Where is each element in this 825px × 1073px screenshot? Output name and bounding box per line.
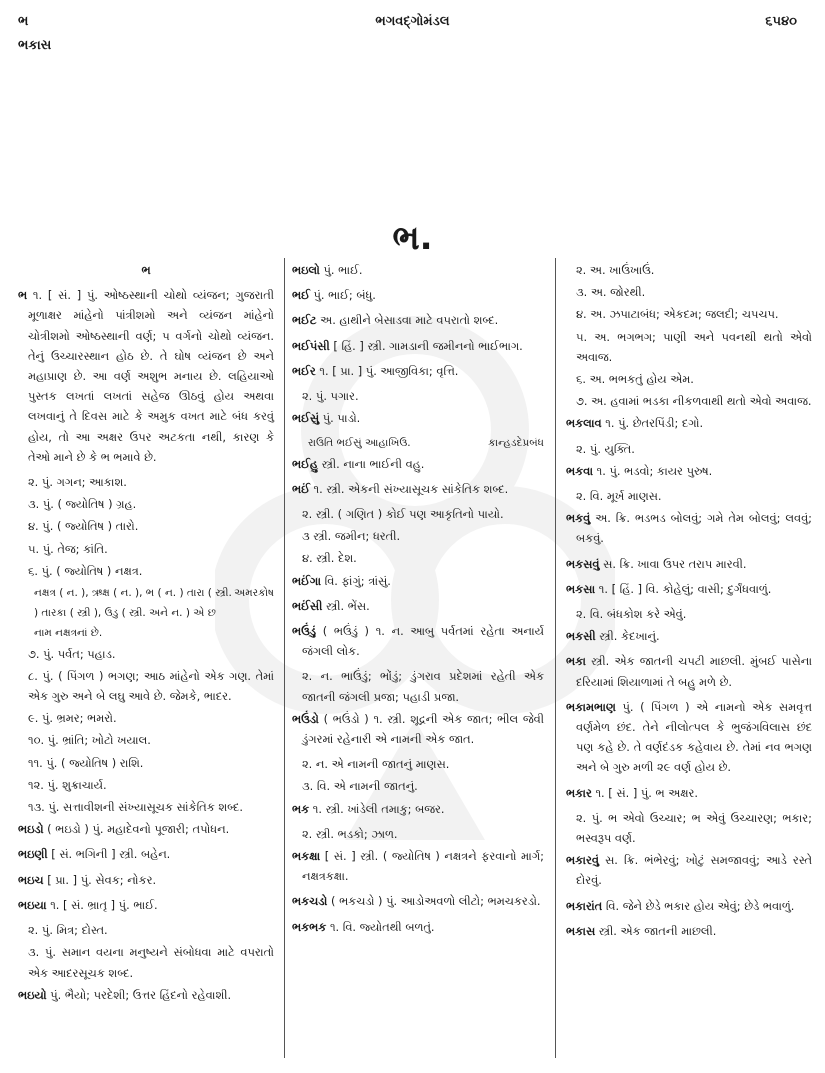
citation-text: નક્ષત્ર ( ન. ), ઋક્ષ ( ન. ), ભ ( ન. ) તારા ( સ્ત્રી. ) તારકા ( સ્ત્રી ), ઉડુ ( સ્ત્રી. અને ન. ) એ છ નામ નક્ષત્રનાં છે.	[34, 587, 232, 640]
dictionary-entry	[292, 571, 544, 591]
definition: સ્ત્રી. નાના ભાઈની વહુ.	[321, 456, 425, 471]
definition: ૧. [ સં. ] પું. ભ અક્ષર.	[595, 785, 699, 800]
headword: ભકભક	[292, 919, 327, 934]
citation-source: કાન્હડદેપ્રબંધ	[488, 437, 544, 450]
sub-sense: ૭. અ. હવામાં ભડકા નીકળવાથી થતો એવો અવાજ.	[576, 394, 812, 409]
definition: સ. ક્રિ. ભંભેરવું; ખોટું સમજાવવું; આડે રસ્તે દોરવું.	[576, 853, 813, 888]
headword: ભઈપંસી	[292, 338, 330, 353]
citation	[292, 433, 544, 453]
definition: ૧. [ સં. ] પું. ઓષ્ઠસ્થાની ચોથો વ્યંજન; ગુજરાતી મૂળાક્ષર માંહેનો પાંત્રીશમો અને વ્યંજન માંહેનો ચોત્રીશમો ઓષ્ઠસ્થાની વર્ણ; પ વર્ગનો ચોથો વ્યંજન. તેનું ઉચ્ચારસ્થાન હોઠ છે. તે ઘોષ વ્યંજન છે અને મહાપ્રાણ છે. આ વર્ણ અશુભ મનાય છે. લહિયાઓ પુસ્તક લખતાં લખતાં સહેજ ઊઠવું હોય અથવા લખવાનું તે દિવસ માટે કે અમુક વખત માટે બંધ કરવું હોય, તો આ અક્ષર ઉપર અટકતા નથી, કારણ કે તેઓ માને છે કે ભ ભમાવે છે.	[28, 288, 274, 464]
column-1	[18, 260, 274, 1010]
dictionary-entry	[292, 479, 544, 499]
sub-sense: ૪. પું. ( જ્યોતિષ ) તારો.	[28, 519, 139, 534]
headword: ભકા	[566, 654, 586, 669]
running-head-word: ભકાસ	[18, 38, 52, 53]
column-3	[566, 260, 812, 946]
dictionary-entry	[566, 508, 812, 548]
column-section-heading: ભ	[141, 263, 151, 277]
sub-sense: ૨. પું. મિત્ર; દોસ્ત.	[28, 923, 108, 938]
definition: ( ભઉંડું ) ૧. ન. આબુ પર્વતમાં રહેતા અનાર્ય જંગલી લોક.	[302, 624, 545, 659]
definition: પું. ભાઈ; બંધુ.	[313, 288, 376, 303]
headword: ભઉંડો	[292, 711, 319, 726]
definition: ૧. પું. છેતરપિંડી; દગો.	[605, 416, 704, 431]
sub-sense: ૧૨. પું. શુક્રાચાર્ય.	[28, 777, 107, 792]
dictionary-entry	[292, 596, 544, 616]
dictionary-entry	[566, 896, 812, 916]
headword: ભઈં	[292, 481, 310, 496]
sub-sense: ૨. ન. એ નામની જાતનું માણસ.	[302, 757, 450, 772]
definition: સ્ત્રી. કેદખાનું.	[599, 629, 660, 644]
column-divider	[284, 258, 285, 1058]
running-head-letter: ભ	[18, 14, 29, 29]
headword: ભઈ	[292, 288, 310, 303]
section-letter-heading: ભ.	[392, 218, 433, 258]
dictionary-entry	[566, 626, 812, 646]
citation-source: અમરકોષ	[234, 587, 274, 600]
sub-sense: ૩ સ્ત્રી. જમીન; ધરતી.	[302, 529, 401, 544]
definition: પું. ભાઈ.	[323, 263, 363, 277]
dictionary-entry	[292, 285, 544, 305]
headword: ભકસવું	[566, 556, 600, 571]
headword: ભ	[18, 288, 28, 303]
definition: ૧. પું. ભડવો; કાયર પુરુષ.	[596, 463, 713, 478]
headword: ભઈંસી	[292, 598, 323, 613]
headword: ભકલાવ	[566, 416, 602, 431]
sub-sense: ૧૦. પું. ભ્રાંતિ; ખોટો ખયાલ.	[28, 733, 151, 748]
dictionary-entry	[566, 413, 812, 433]
definition: [ હિં. ] સ્ત્રી. ગામડાની જમીનનો ભાઈભાગ.	[333, 338, 523, 353]
definition: [ પ્રા. ] પું. સેવક; નોકર.	[47, 872, 157, 887]
headword: ભકચડો	[292, 894, 328, 909]
definition: ૧. વિ. જ્યોતથી બળતું.	[329, 919, 435, 934]
sub-sense: ૨. પું. પગાર.	[302, 389, 359, 404]
dictionary-entry	[292, 799, 544, 819]
headword: ભઇયા	[18, 897, 47, 912]
dictionary-entry	[292, 621, 544, 661]
definition: અ. હાથીને બેસાડવા માટે વપરાતો શબ્દ.	[320, 313, 499, 328]
column-divider	[555, 258, 556, 1058]
definition: ૧. [ હિં. ] વિ. કોહેલું; વાસી; દુર્ગંધવાળું.	[598, 581, 772, 596]
definition: ૧. સ્ત્રી. ખાંડેલી તમાકુ; બજર.	[312, 801, 445, 816]
sub-sense: ૨. પું. યુક્તિ.	[576, 441, 635, 456]
definition: સ્ત્રી. ભેંસ.	[326, 598, 370, 613]
definition: સ્ત્રી. એક જાતની માછલી.	[598, 923, 717, 938]
headword: ભઇણી	[18, 847, 48, 862]
sub-sense: ૫. અ. ભગભગ; પાણી અને પવનથી થતો એવો અવાજ.	[576, 329, 812, 364]
dictionary-entry	[292, 260, 544, 280]
dictionary-entry	[566, 554, 812, 574]
dictionary-entry	[292, 336, 544, 356]
headword: ભકાર	[566, 785, 592, 800]
definition: ( ભકચડો ) પું. આડોઅવળો લીટો; ભમચકરડો.	[331, 894, 541, 909]
sub-sense: ૨. પું. ગગન; આકાશ.	[28, 475, 127, 490]
sub-sense: ૩. વિ. એ નામની જાતનું.	[302, 779, 418, 794]
headword: ભઇયો	[18, 987, 47, 1002]
definition: ( ભઇડો ) પું. મહાદેવનો પૂજારી; તપોધન.	[47, 822, 230, 837]
dictionary-entry	[18, 985, 274, 1005]
sub-sense: ૩. અ. જોરથી.	[576, 285, 646, 300]
sub-sense: ૨. અ. ખાઉંખાઉં.	[576, 263, 655, 277]
definition: પું. ( પિંગળ ) એ નામનો એક સમવૃત્ત વર્ણમેળ છંદ. તેને નીલોત્પલ કે ભુજંગવિલાસ છંદ પણ કહે છે. તે વર્ણદંડક કહેવાય છે. તેમાં નવ ભગણ અને બે ગુરુ મળી ૨૯ વર્ણ હોય છે.	[576, 699, 812, 775]
definition: સ. ક્રિ. ખાવા ઉપર તરાપ મારવી.	[603, 556, 747, 571]
sub-sense: ૨. વિ. બંધકોશ કરે એવું.	[576, 607, 687, 622]
dictionary-entry	[18, 285, 274, 467]
dictionary-entry	[18, 844, 274, 864]
sub-sense: ૨. સ્ત્રી. ભડકો; ઝાળ.	[302, 826, 398, 841]
dictionary-entry	[292, 891, 544, 911]
headword: ભક	[292, 801, 310, 816]
dictionary-entry	[292, 709, 544, 749]
dictionary-entry	[566, 697, 812, 778]
sub-sense: ૭. પું. પર્વત; પહાડ.	[28, 646, 116, 661]
dictionary-entry	[18, 819, 274, 839]
dictionary-entry	[566, 579, 812, 599]
headword: ભકક્ષા	[292, 849, 321, 864]
headword: ભઈસું	[292, 411, 320, 426]
sub-sense: ૨. વિ. મૂર્ખ માણસ.	[576, 489, 662, 504]
definition: ૧. [ સં. ભ્રાતૃ ] પું. ભાઈ.	[50, 897, 158, 912]
sub-sense: ૪. સ્ત્રી. દેશ.	[302, 551, 357, 566]
sub-sense: ૫. પું. તેજ; કાંતિ.	[28, 541, 108, 556]
sub-sense: ૪. અ. ઝપાટાબંધ; એકદમ; જલદી; ચપચપ.	[576, 307, 779, 322]
headword: ભઈટ	[292, 313, 317, 328]
sub-sense: ૨. ન. ભાઉંડું; ભોંડું; ડુંગરાવ પ્રદેશમાં રહેતી એક જાતની જંગલી પ્રજા; પહાડી પ્રજા.	[302, 669, 544, 704]
citation-text: રાઉતિ ભઈસું આહાખિઉ.	[308, 437, 411, 450]
sub-sense: ૨. સ્ત્રી. ( ગણિત ) કોઈ પણ આકૃતિનો પાયો.	[302, 507, 504, 522]
headword: ભકસી	[566, 629, 596, 644]
sub-sense: ૨. પું. ભ એવો ઉચ્ચાર; ભ એવું ઉચ્ચારણ; ભકાર; ભસ્વરૂપ વર્ણ.	[576, 810, 812, 846]
headword: ભઈહુ	[292, 456, 319, 471]
headword: ભઇલો	[292, 263, 320, 277]
dictionary-entry	[292, 846, 544, 886]
citation	[18, 583, 274, 644]
headword: ભઈંગા	[292, 573, 322, 588]
headword: ભકસા	[566, 581, 596, 596]
headword: ભઉંડું	[292, 624, 316, 639]
headword: ભકાસ	[566, 923, 596, 938]
page-number: ૬૫૪૦	[765, 14, 797, 29]
sub-sense: ૩. પું. ( જ્યોતિષ ) ગ્રહ.	[28, 497, 137, 512]
headword: ભકારવું	[566, 853, 599, 868]
definition: પું. પાડો.	[322, 411, 361, 426]
definition: વિ. ફાંગું; ત્રાંસું.	[324, 573, 391, 588]
dictionary-entry	[292, 310, 544, 330]
sub-sense: ૬. અ. ભભકતું હોય એમ.	[576, 372, 694, 387]
definition: [ સં. ] સ્ત્રી. ( જ્યોતિષ ) નક્ષત્રને ફરવાનો માર્ગ; નક્ષત્રકક્ષા.	[302, 849, 544, 884]
headword: ભકામભાણ	[566, 699, 616, 714]
sub-sense: ૩. પું. સમાન વયના મનુષ્યને સંબોધવા માટે વપરાતો એક આદરસૂચક શબ્દ.	[28, 945, 274, 980]
headword: ભઇચ	[18, 872, 44, 887]
dictionary-entry	[292, 408, 544, 428]
definition: વિ. જેને છેડે ભકાર હોય એવું; છેડે ભવાળું.	[605, 898, 795, 913]
sub-sense: ૧૩. પું. સત્તાવીશની સંખ્યાસૂચક સાંકેતિક શબ્દ.	[28, 800, 244, 815]
book-title: ભગવદ્ગોમંડલ	[375, 14, 450, 29]
definition: ૧. [ પ્રા. ] પું. આજીવિકા; વૃત્તિ.	[319, 363, 459, 378]
dictionary-entry	[18, 870, 274, 890]
definition: ૧. સ્ત્રી. એકની સંખ્યાસૂચક સાંકેતિક શબ્દ.	[313, 481, 509, 496]
headword: ભઈર	[292, 363, 316, 378]
sub-sense: ૮. પું. ( પિંગળ ) ભગણ; આઠ માંહેનો એક ગણ. તેમાં એક ગુરુ અને બે લઘુ આવે છે. જેમકે, ભાદર.	[28, 668, 274, 704]
dictionary-entry	[566, 783, 812, 803]
definition: સ્ત્રી. એક જાતની ચપટી માછલી. મુંબઈ પાસેના દરિયામાં શિયાળામાં તે બહુ મળે છે.	[576, 654, 813, 689]
definition: અ. ક્રિ. ભડભડ બોલવું; ગમે તેમ બોલવું; લવવું; બકવું.	[576, 511, 813, 546]
dictionary-entry	[566, 461, 812, 481]
headword: ભકવું	[566, 511, 591, 526]
definition: પું. ભૈયો; પરદેશી; ઉત્તર હિંદનો રહેવાશી.	[50, 987, 232, 1002]
headword: ભકવા	[566, 463, 594, 478]
definition: [ સં. ભગિની ] સ્ત્રી. બહેન.	[51, 847, 171, 862]
sub-sense: ૯. પું. ભ્રમર; ભમરો.	[28, 711, 117, 726]
definition: ( ભઉંડો ) ૧. સ્ત્રી. શૂદ્રની એક જાત; ભીલ જેવી ડુંગરમાં રહેનારી એ નામની એક જાત.	[302, 711, 545, 747]
dictionary-entry	[566, 921, 812, 941]
dictionary-entry	[566, 651, 812, 691]
dictionary-entry	[292, 361, 544, 381]
dictionary-entry	[292, 454, 544, 474]
dictionary-entry	[292, 917, 544, 937]
sub-sense: ૬. પું. ( જ્યોતિષ ) નક્ષત્ર.	[28, 563, 143, 578]
headword: ભકારાંત	[566, 898, 603, 913]
headword: ભઇડો	[18, 822, 44, 837]
dictionary-entry	[18, 895, 274, 915]
dictionary-entry	[566, 850, 812, 890]
column-2	[292, 260, 544, 942]
sub-sense: ૧૧. પું. ( જ્યોતિષ ) રાશિ.	[28, 755, 144, 770]
